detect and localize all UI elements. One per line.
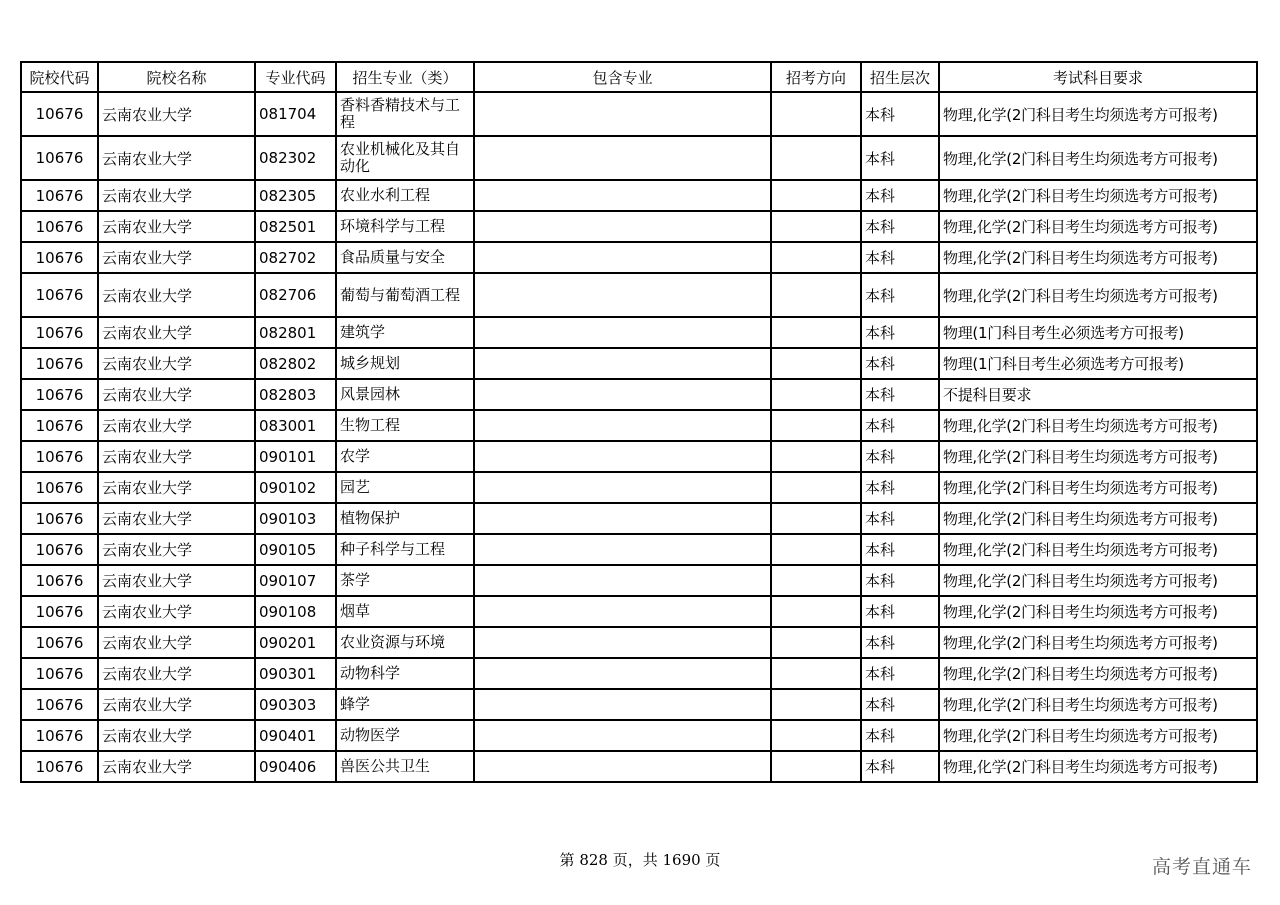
cell-level: 本科 — [861, 379, 939, 410]
page-number: 第 828 页，共 1690 页 — [559, 851, 721, 869]
cell-requirement: 物理,化学(2门科目考生均须选考方可报考) — [939, 273, 1257, 317]
cell-major: 蜂学 — [336, 689, 474, 720]
cell-school-name: 云南农业大学 — [98, 596, 255, 627]
table-row — [21, 211, 1257, 242]
cell-level: 本科 — [861, 565, 939, 596]
cell-major: 烟草 — [336, 596, 474, 627]
cell-school-code: 10676 — [21, 348, 98, 379]
cell-direction — [771, 441, 861, 472]
cell-requirement: 物理,化学(2门科目考生均须选考方可报考) — [939, 410, 1257, 441]
cell-included — [474, 273, 771, 317]
header-requirement: 考试科目要求 — [939, 62, 1257, 92]
cell-requirement: 物理,化学(2门科目考生均须选考方可报考) — [939, 92, 1257, 136]
cell-level: 本科 — [861, 441, 939, 472]
cell-requirement: 物理,化学(2门科目考生均须选考方可报考) — [939, 441, 1257, 472]
cell-major-code: 090201 — [255, 627, 336, 658]
cell-requirement: 物理,化学(2门科目考生均须选考方可报考) — [939, 565, 1257, 596]
cell-included — [474, 379, 771, 410]
cell-requirement: 物理(1门科目考生必须选考方可报考) — [939, 317, 1257, 348]
cell-school-code: 10676 — [21, 379, 98, 410]
header-school-code: 院校代码 — [21, 62, 98, 92]
cell-direction — [771, 317, 861, 348]
cell-included — [474, 689, 771, 720]
cell-major-code: 082501 — [255, 211, 336, 242]
cell-school-name: 云南农业大学 — [98, 242, 255, 273]
cell-major: 茶学 — [336, 565, 474, 596]
cell-included — [474, 472, 771, 503]
cell-school-name: 云南农业大学 — [98, 503, 255, 534]
cell-major-code: 090301 — [255, 658, 336, 689]
cell-included — [474, 348, 771, 379]
cell-direction — [771, 751, 861, 782]
table-row — [21, 658, 1257, 689]
cell-direction — [771, 596, 861, 627]
cell-included — [474, 720, 771, 751]
cell-major: 植物保护 — [336, 503, 474, 534]
cell-school-name: 云南农业大学 — [98, 534, 255, 565]
cell-direction — [771, 211, 861, 242]
cell-school-code: 10676 — [21, 317, 98, 348]
cell-direction — [771, 379, 861, 410]
cell-included — [474, 92, 771, 136]
cell-school-code: 10676 — [21, 534, 98, 565]
cell-major: 风景园林 — [336, 379, 474, 410]
cell-school-name: 云南农业大学 — [98, 273, 255, 317]
cell-included — [474, 596, 771, 627]
cell-major-code: 081704 — [255, 92, 336, 136]
table-row — [21, 410, 1257, 441]
cell-major-code: 090102 — [255, 472, 336, 503]
table-row — [21, 273, 1257, 317]
table-header — [21, 62, 1257, 92]
cell-school-name: 云南农业大学 — [98, 720, 255, 751]
cell-school-code: 10676 — [21, 627, 98, 658]
cell-school-code: 10676 — [21, 92, 98, 136]
cell-school-name: 云南农业大学 — [98, 627, 255, 658]
cell-school-name: 云南农业大学 — [98, 751, 255, 782]
admissions-table — [20, 61, 1258, 783]
cell-level: 本科 — [861, 136, 939, 180]
cell-school-code: 10676 — [21, 596, 98, 627]
cell-requirement: 物理,化学(2门科目考生均须选考方可报考) — [939, 180, 1257, 211]
header-major-code: 专业代码 — [255, 62, 336, 92]
cell-level: 本科 — [861, 410, 939, 441]
cell-level: 本科 — [861, 211, 939, 242]
cell-major: 葡萄与葡萄酒工程 — [336, 273, 474, 317]
cell-included — [474, 441, 771, 472]
cell-school-name: 云南农业大学 — [98, 689, 255, 720]
cell-direction — [771, 689, 861, 720]
cell-major: 环境科学与工程 — [336, 211, 474, 242]
table-row — [21, 180, 1257, 211]
cell-requirement: 物理,化学(2门科目考生均须选考方可报考) — [939, 689, 1257, 720]
cell-requirement: 物理,化学(2门科目考生均须选考方可报考) — [939, 627, 1257, 658]
header-included: 包含专业 — [474, 62, 771, 92]
table-row — [21, 751, 1257, 782]
cell-level: 本科 — [861, 180, 939, 211]
table-row — [21, 92, 1257, 136]
cell-major-code: 082706 — [255, 273, 336, 317]
cell-school-code: 10676 — [21, 658, 98, 689]
cell-school-code: 10676 — [21, 180, 98, 211]
table-row — [21, 441, 1257, 472]
table-row — [21, 627, 1257, 658]
cell-direction — [771, 180, 861, 211]
cell-school-name: 云南农业大学 — [98, 92, 255, 136]
cell-requirement: 物理,化学(2门科目考生均须选考方可报考) — [939, 211, 1257, 242]
cell-requirement: 物理,化学(2门科目考生均须选考方可报考) — [939, 534, 1257, 565]
cell-school-name: 云南农业大学 — [98, 379, 255, 410]
header-direction: 招考方向 — [771, 62, 861, 92]
cell-level: 本科 — [861, 273, 939, 317]
cell-included — [474, 242, 771, 273]
cell-major-code: 090108 — [255, 596, 336, 627]
table-row — [21, 503, 1257, 534]
cell-school-name: 云南农业大学 — [98, 472, 255, 503]
cell-school-name: 云南农业大学 — [98, 441, 255, 472]
cell-major-code: 090105 — [255, 534, 336, 565]
cell-major: 动物科学 — [336, 658, 474, 689]
cell-direction — [771, 658, 861, 689]
cell-major-code: 082801 — [255, 317, 336, 348]
cell-school-code: 10676 — [21, 472, 98, 503]
cell-included — [474, 503, 771, 534]
cell-included — [474, 136, 771, 180]
cell-school-name: 云南农业大学 — [98, 317, 255, 348]
cell-school-name: 云南农业大学 — [98, 348, 255, 379]
cell-level: 本科 — [861, 627, 939, 658]
cell-major: 建筑学 — [336, 317, 474, 348]
cell-school-code: 10676 — [21, 503, 98, 534]
cell-requirement: 物理,化学(2门科目考生均须选考方可报考) — [939, 242, 1257, 273]
cell-direction — [771, 136, 861, 180]
table-row — [21, 472, 1257, 503]
cell-school-code: 10676 — [21, 751, 98, 782]
cell-school-name: 云南农业大学 — [98, 410, 255, 441]
table-row — [21, 596, 1257, 627]
cell-level: 本科 — [861, 596, 939, 627]
cell-included — [474, 317, 771, 348]
cell-requirement: 不提科目要求 — [939, 379, 1257, 410]
cell-school-code: 10676 — [21, 211, 98, 242]
cell-school-code: 10676 — [21, 242, 98, 273]
cell-school-name: 云南农业大学 — [98, 565, 255, 596]
cell-direction — [771, 410, 861, 441]
cell-major-code: 090103 — [255, 503, 336, 534]
cell-major: 农业资源与环境 — [336, 627, 474, 658]
cell-major-code: 082803 — [255, 379, 336, 410]
cell-school-code: 10676 — [21, 720, 98, 751]
cell-included — [474, 565, 771, 596]
cell-school-code: 10676 — [21, 136, 98, 180]
table-row — [21, 720, 1257, 751]
cell-major: 园艺 — [336, 472, 474, 503]
cell-school-code: 10676 — [21, 689, 98, 720]
cell-major-code: 082702 — [255, 242, 336, 273]
cell-direction — [771, 273, 861, 317]
table-row — [21, 348, 1257, 379]
table-row — [21, 534, 1257, 565]
cell-level: 本科 — [861, 751, 939, 782]
cell-level: 本科 — [861, 348, 939, 379]
cell-direction — [771, 503, 861, 534]
cell-included — [474, 627, 771, 658]
cell-school-code: 10676 — [21, 273, 98, 317]
cell-school-code: 10676 — [21, 441, 98, 472]
header-level: 招生层次 — [861, 62, 939, 92]
cell-school-name: 云南农业大学 — [98, 211, 255, 242]
cell-included — [474, 751, 771, 782]
cell-included — [474, 211, 771, 242]
cell-major-code: 082802 — [255, 348, 336, 379]
table-row — [21, 136, 1257, 180]
table-row — [21, 317, 1257, 348]
cell-requirement: 物理,化学(2门科目考生均须选考方可报考) — [939, 658, 1257, 689]
cell-level: 本科 — [861, 317, 939, 348]
cell-level: 本科 — [861, 242, 939, 273]
cell-major: 食品质量与安全 — [336, 242, 474, 273]
cell-school-name: 云南农业大学 — [98, 658, 255, 689]
cell-direction — [771, 565, 861, 596]
cell-included — [474, 658, 771, 689]
cell-school-code: 10676 — [21, 410, 98, 441]
cell-direction — [771, 472, 861, 503]
cell-major: 城乡规划 — [336, 348, 474, 379]
cell-major-code: 082305 — [255, 180, 336, 211]
cell-major-code: 083001 — [255, 410, 336, 441]
cell-direction — [771, 92, 861, 136]
cell-level: 本科 — [861, 720, 939, 751]
table-row — [21, 689, 1257, 720]
cell-requirement: 物理,化学(2门科目考生均须选考方可报考) — [939, 751, 1257, 782]
cell-major-code: 082302 — [255, 136, 336, 180]
cell-major: 生物工程 — [336, 410, 474, 441]
cell-requirement: 物理,化学(2门科目考生均须选考方可报考) — [939, 720, 1257, 751]
cell-level: 本科 — [861, 689, 939, 720]
cell-direction — [771, 242, 861, 273]
cell-school-name: 云南农业大学 — [98, 180, 255, 211]
cell-requirement: 物理,化学(2门科目考生均须选考方可报考) — [939, 472, 1257, 503]
table-row — [21, 242, 1257, 273]
cell-major-code: 090406 — [255, 751, 336, 782]
cell-major-code: 090401 — [255, 720, 336, 751]
cell-level: 本科 — [861, 534, 939, 565]
cell-direction — [771, 534, 861, 565]
cell-major: 动物医学 — [336, 720, 474, 751]
cell-level: 本科 — [861, 472, 939, 503]
cell-included — [474, 534, 771, 565]
header-school-name: 院校名称 — [98, 62, 255, 92]
cell-major-code: 090107 — [255, 565, 336, 596]
cell-major-code: 090101 — [255, 441, 336, 472]
cell-school-name: 云南农业大学 — [98, 136, 255, 180]
cell-requirement: 物理,化学(2门科目考生均须选考方可报考) — [939, 503, 1257, 534]
cell-level: 本科 — [861, 503, 939, 534]
cell-major: 农业机械化及其自动化 — [336, 136, 474, 180]
cell-direction — [771, 720, 861, 751]
table-body — [21, 92, 1257, 782]
cell-requirement: 物理(1门科目考生必须选考方可报考) — [939, 348, 1257, 379]
table-row — [21, 565, 1257, 596]
header-row — [21, 62, 1257, 92]
cell-level: 本科 — [861, 92, 939, 136]
cell-major: 农业水利工程 — [336, 180, 474, 211]
cell-direction — [771, 627, 861, 658]
cell-requirement: 物理,化学(2门科目考生均须选考方可报考) — [939, 136, 1257, 180]
cell-requirement: 物理,化学(2门科目考生均须选考方可报考) — [939, 596, 1257, 627]
watermark: 高考直通车 — [1151, 856, 1252, 878]
cell-direction — [771, 348, 861, 379]
cell-major: 兽医公共卫生 — [336, 751, 474, 782]
cell-major: 香料香精技术与工程 — [336, 92, 474, 136]
table-row — [21, 379, 1257, 410]
cell-level: 本科 — [861, 658, 939, 689]
header-major: 招生专业（类） — [336, 62, 474, 92]
cell-major: 种子科学与工程 — [336, 534, 474, 565]
cell-school-code: 10676 — [21, 565, 98, 596]
cell-included — [474, 180, 771, 211]
cell-included — [474, 410, 771, 441]
cell-major: 农学 — [336, 441, 474, 472]
cell-major-code: 090303 — [255, 689, 336, 720]
